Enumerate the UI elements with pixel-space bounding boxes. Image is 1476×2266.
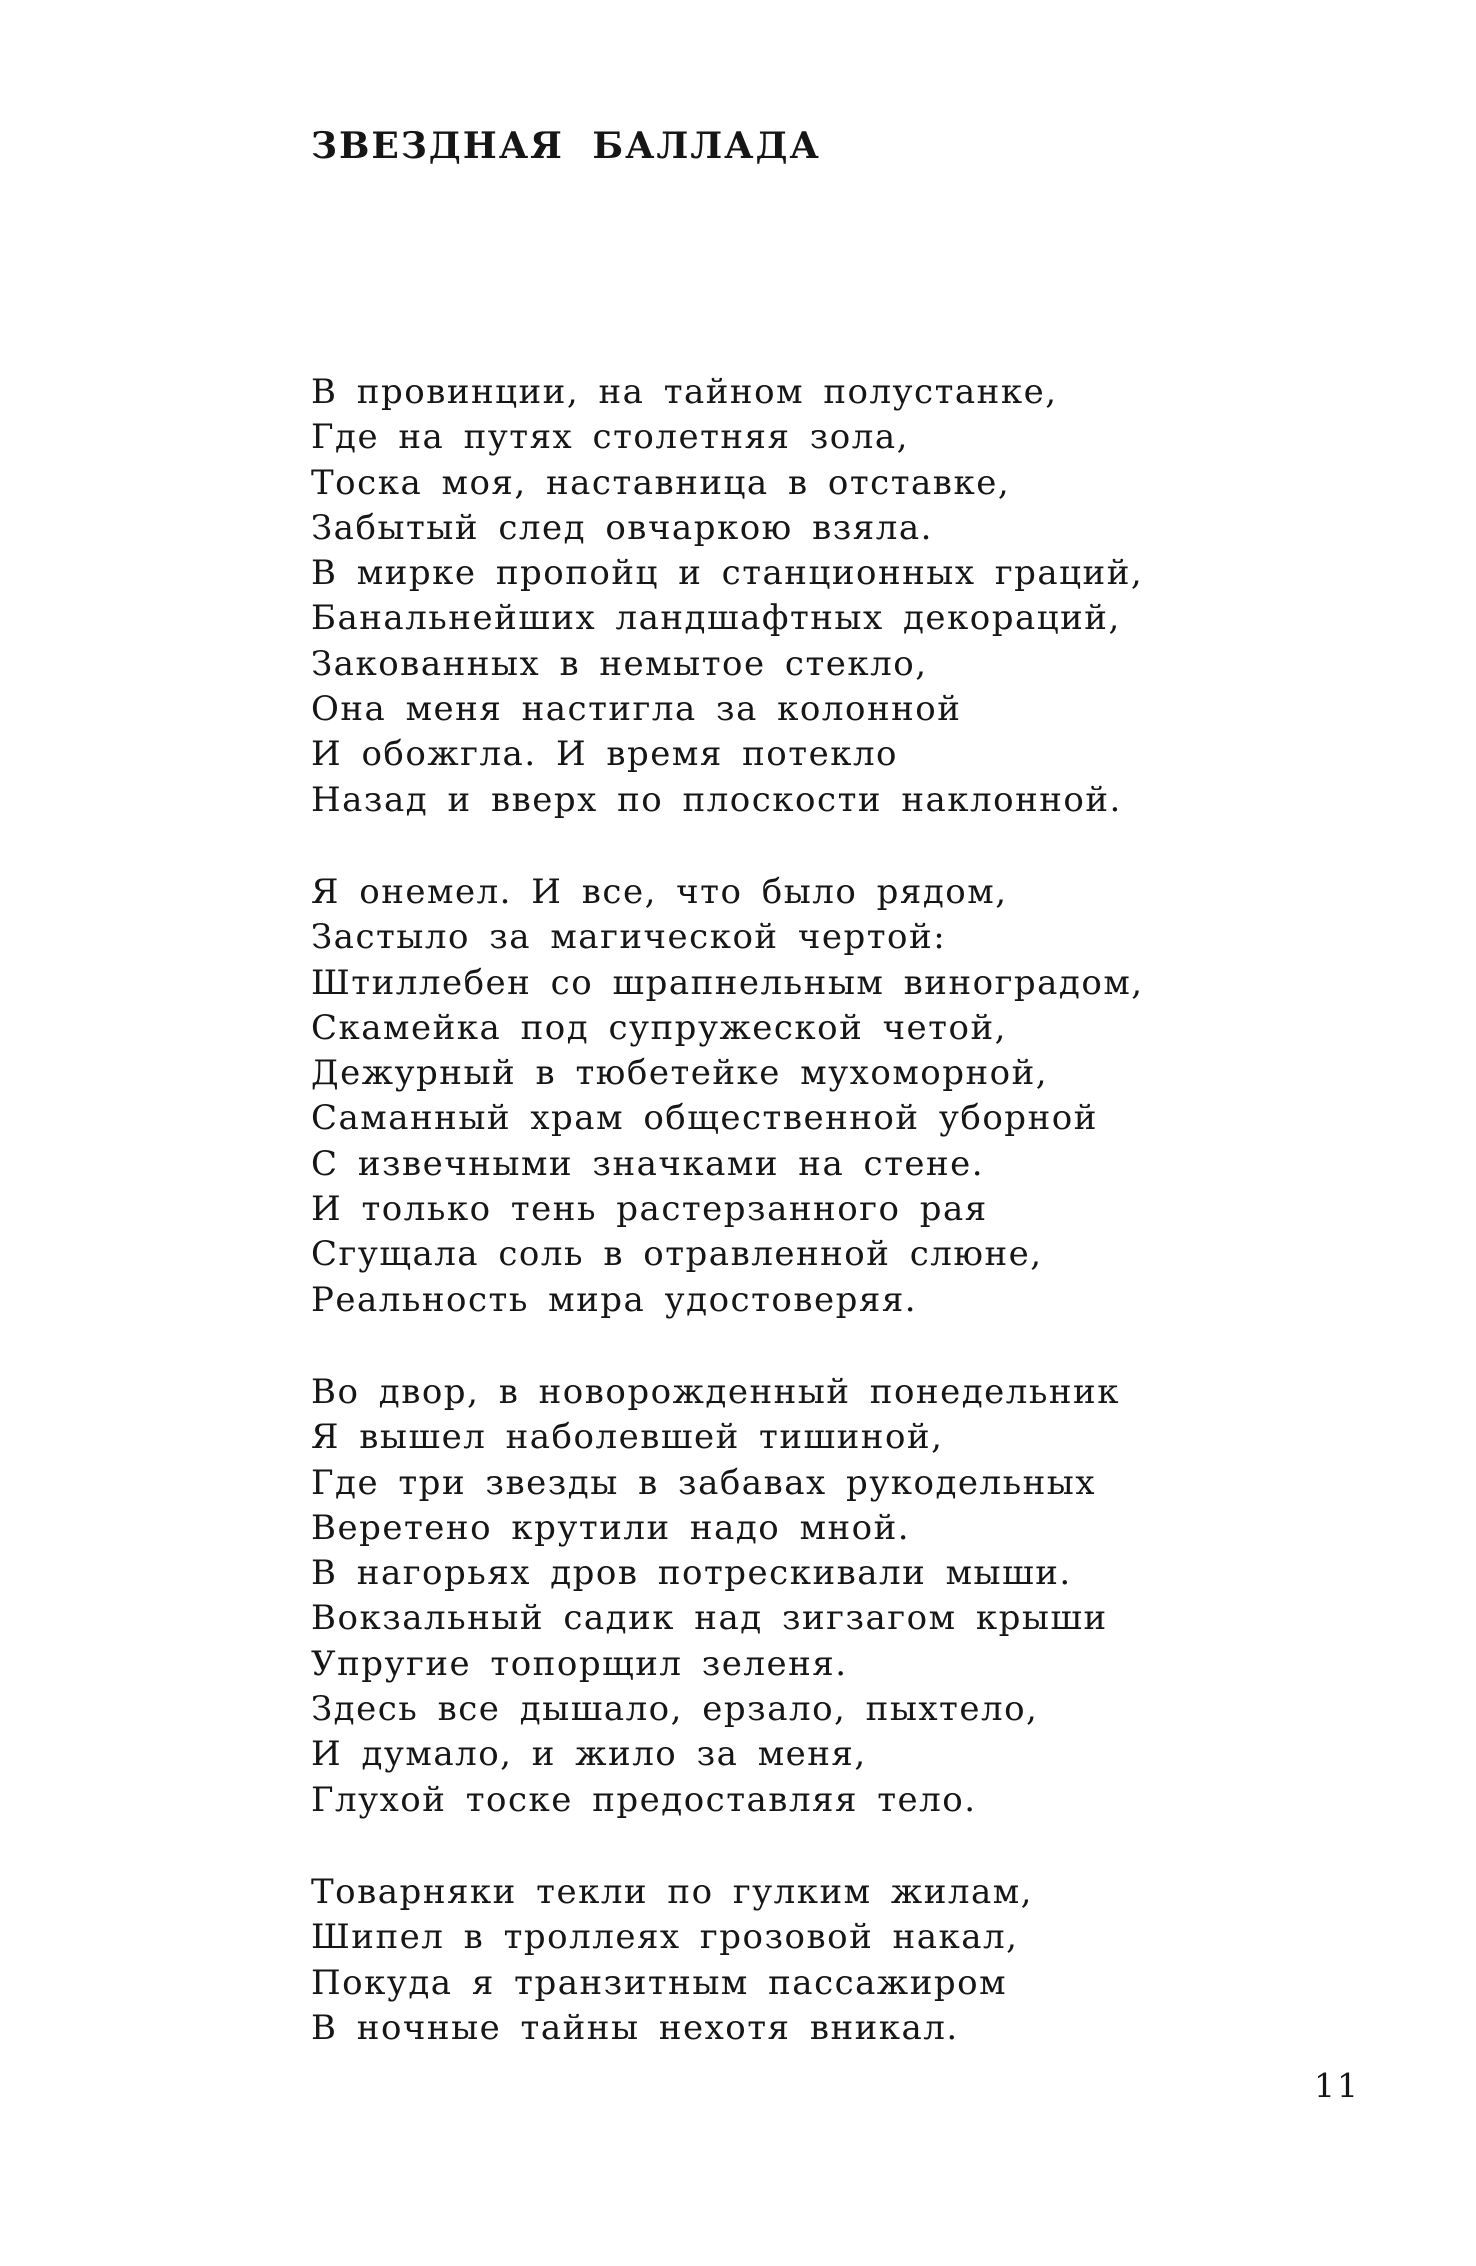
poem-line: Реальность мира удостоверяя. <box>311 1279 918 1320</box>
poem-line: Упругие топорщил зеленя. <box>311 1643 848 1684</box>
poem-line: В мирке пропойц и станционных граций, <box>311 553 1144 594</box>
poem-line: Скамейка под супружеской четой, <box>311 1007 1007 1048</box>
page-number: 11 <box>1314 2066 1360 2105</box>
poem-line: Веретено крутили надо мной. <box>311 1507 911 1548</box>
poem-line: Шипел в троллеях грозовой накал, <box>311 1917 1019 1958</box>
stanza-4 <box>311 1870 1144 2051</box>
poem-body <box>311 370 1144 2098</box>
poem-line: Где три звезды в забавах рукодельных <box>311 1462 1097 1503</box>
poem-line: Закованных в немытое стекло, <box>311 643 928 684</box>
poem-line: Она меня настигла за колонной <box>311 689 962 730</box>
poem-line: Банальнейших ландшафтных декораций, <box>311 598 1121 639</box>
poem-title: ЗВЕЗДНАЯ БАЛЛАДА <box>311 125 821 167</box>
poem-line: И обожгла. И время потекло <box>311 734 899 775</box>
poem-line: Дежурный в тюбетейке мухоморной, <box>311 1053 1049 1094</box>
poem-line: Назад и вверх по плоскости наклонной. <box>311 779 1122 820</box>
poem-line: В ночные тайны нехотя вникал. <box>311 2007 959 2048</box>
poem-line: Сгущала соль в отравленной слюне, <box>311 1234 1043 1275</box>
poem-line: Здесь все дышало, ерзало, пыхтело, <box>311 1689 1039 1730</box>
poem-line: Я онемел. И все, что было рядом, <box>311 871 1008 912</box>
poem-line: Я вышел наболевшей тишиной, <box>311 1417 944 1458</box>
poem-line: Товарняки текли по гулким жилам, <box>311 1871 1033 1912</box>
poem-line: И только тень растерзанного рая <box>311 1189 988 1230</box>
stanza-3 <box>311 1370 1144 1823</box>
stanza-2 <box>311 870 1144 1323</box>
poem-line: Вокзальный садик над зигзагом крыши <box>311 1598 1108 1639</box>
poem-line: Застыло за магической чертой: <box>311 917 947 958</box>
poem-line: В нагорьях дров потрескивали мыши. <box>311 1553 1072 1594</box>
stanza-1 <box>311 370 1144 823</box>
poem-line: Покуда я транзитным пассажиром <box>311 1962 1008 2003</box>
poem-line: Саманный храм общественной уборной <box>311 1098 1098 1139</box>
poem-line: И думало, и жило за меня, <box>311 1734 867 1775</box>
poem-line: Штиллебен со шрапнельным виноградом, <box>311 962 1144 1003</box>
poem-line: С извечными значками на стене. <box>311 1143 985 1184</box>
poem-line: Где на путях столетняя зола, <box>311 417 909 458</box>
poem-line: Забытый след овчаркою взяла. <box>311 507 933 548</box>
poem-line: В провинции, на тайном полустанке, <box>311 372 1058 412</box>
poem-line: Во двор, в новорожденный понедельник <box>311 1371 1120 1412</box>
poem-line: Глухой тоске предоставляя тело. <box>311 1779 977 1820</box>
poem-line: Тоска моя, наставница в отставке, <box>311 462 1011 503</box>
